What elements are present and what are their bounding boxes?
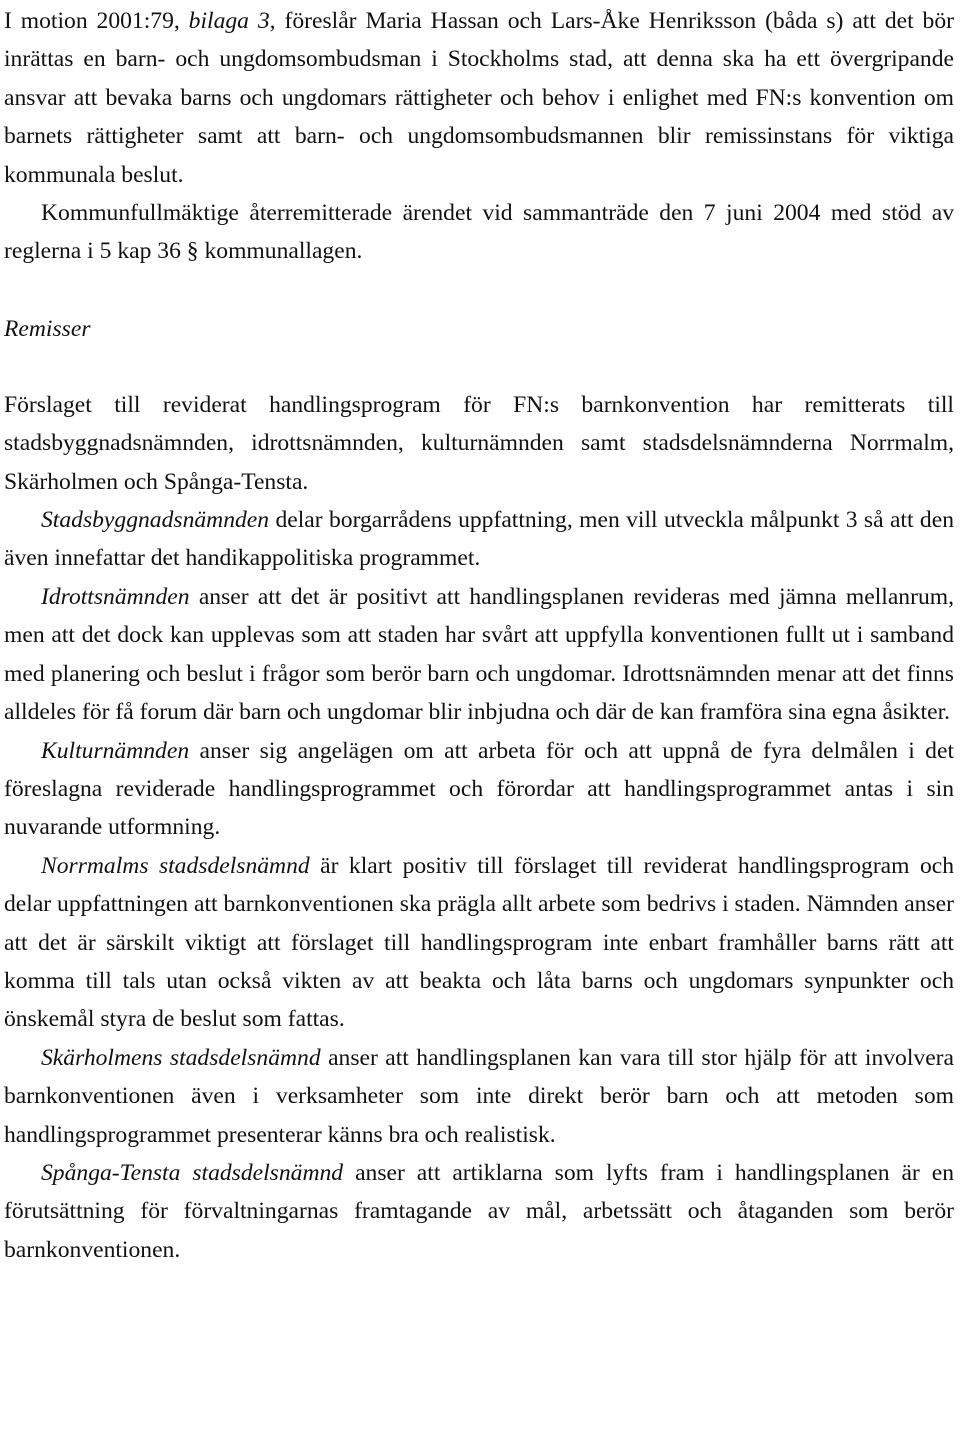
remiss-lead-skarholmen: Skärholmens stadsdelsnämnd (41, 1044, 321, 1071)
remisser-paragraph-overview: Förslaget till reviderat handlingsprogram för FN:s barnkonvention har remitterats till stadsbyggnadsnämnden, idrottsnämnden, kulturnämnden samt stadsdelsnämnderna Norrmalm, Skärholmen och Spånga-Tensta. (4, 391, 954, 495)
remiss-lead-idrottsnamnden: Idrottsnämnden (41, 583, 190, 610)
remiss-kulturnamnden (4, 732, 954, 847)
remiss-text-kulturnamnden: anser sig angelägen om att arbeta för och att uppnå de fyra delmålen i det föreslagna reviderade handlingsprogrammet och förordar att handlingsprogrammet antas i sin nuvarande utformning. (4, 737, 954, 841)
document-page (4, 2, 954, 1269)
remiss-text-idrottsnamnden: anser att det är positivt att handlingsplanen revideras med jämna mellanrum, men att det dock kan upplevas som att staden har svårt att uppfylla konventionen fullt ut i samband med planering och beslut i frågor som berör barn och ungdomar. Idrottsnämnden menar att det finns alldeles för få forum där barn och ungdomar blir inbjudna och där de kan framföra sina egna åsikter. (4, 583, 954, 726)
remiss-text-spanga-tensta: anser att artiklarna som lyfts fram i handlingsplanen är en förutsättning för förvaltningarnas framtagande av mål, arbetssätt och åtaganden som berör barnkonventionen. (4, 1159, 955, 1263)
remiss-stadsbyggnadsnamnden (4, 501, 954, 578)
remiss-spanga-tensta (4, 1154, 954, 1269)
remiss-idrottsnamnden (4, 578, 954, 732)
remiss-skarholmen (4, 1039, 954, 1154)
remiss-norrmalm (4, 847, 954, 1039)
section-heading-remisser: Remisser (4, 315, 91, 342)
remiss-text-skarholmen: anser att handlingsplanen kan vara till stor hjälp för att involvera barnkonventionen även i verksamheter som inte direkt berör barn och att metoden som handlingsprogrammet presenterar känns bra och realistisk. (4, 1044, 954, 1148)
intro-paragraph-referral: Kommunfullmäktige återremitterade ärendet vid sammanträde den 7 juni 2004 med stöd av reglerna i 5 kap 36 § kommunallagen. (4, 200, 954, 265)
remiss-lead-norrmalm: Norrmalms stadsdelsnämnd (41, 852, 310, 879)
remiss-text-norrmalm: är klart positiv till förslaget till reviderat handlingsprogram och delar uppfattningen att barnkonventionen ska prägla allt arbete som bedrivs i staden. Nämnden anser att det är särskilt viktigt att förslaget till handlingsprogram inte enbart framhåller barns rätt att komma till tals utan också vikten av att beakta och låta barns och ungdomars synpunkter och önskemål styra de beslut som fattas. (4, 852, 955, 1033)
remiss-text-stadsbyggnadsnamnden: delar borgarrådens uppfattning, men vill utveckla målpunkt 3 så att den även innefattar det handikappolitiska programmet. (4, 507, 954, 572)
intro-motion-pre: I motion 2001:79, (4, 8, 189, 34)
intro-motion-attachment: bilaga 3, (188, 8, 276, 34)
remiss-lead-kulturnamnden: Kulturnämnden (41, 737, 190, 764)
intro-paragraph-motion (4, 2, 954, 194)
remiss-lead-stadsbyggnadsnamnden: Stadsbyggnadsnämnden (41, 507, 270, 534)
remiss-lead-spanga-tensta: Spånga-Tensta stadsdelsnämnd (41, 1159, 344, 1186)
intro-motion-text: föreslår Maria Hassan och Lars-Åke Henriksson (båda s) att det bör inrättas en barn- och ungdomsombudsman i Stockholms stad, att denna ska ha ett övergripande ansvar att bevaka barns och ungdomars rättigheter och behov i enlighet med FN:s konvention om barnets rättigheter samt att barn- och ungdomsombudsmannen blir remissinstans för viktiga kommunala beslut. (4, 8, 954, 188)
